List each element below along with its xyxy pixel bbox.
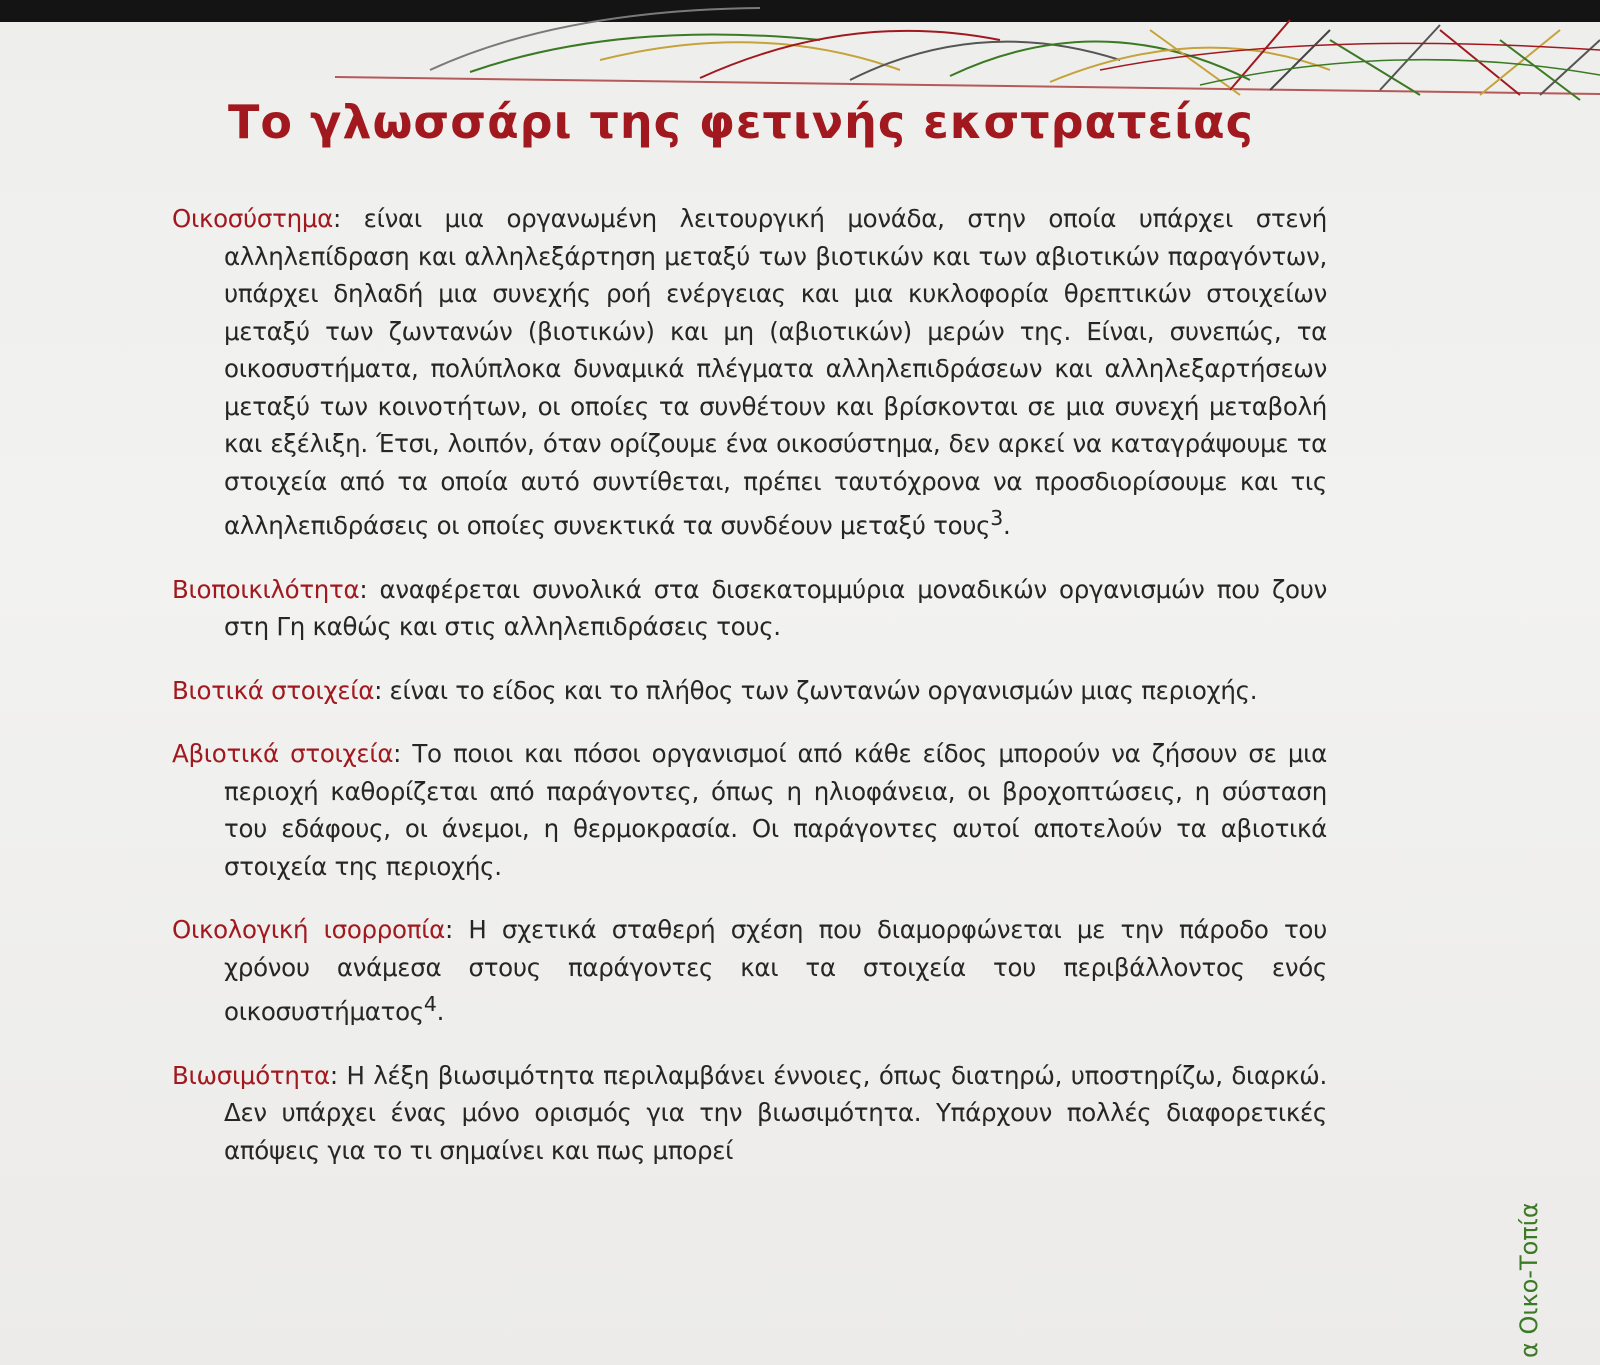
glossary-entry: [172, 200, 1327, 545]
glossary-definition: : Το ποιοι και πόσοι οργανισμοί από κάθε είδος μπορούν να ζήσουν σε μια περιοχή καθορίζεται από παράγοντες, όπως η ηλιοφάνεια, οι βροχοπτώσεις, η σύσταση του εδάφους, οι άνεμοι, η θερμοκρασία. Οι παράγοντες αυτοί αποτελούν τα αβιοτικά στοιχεία της περιοχής.: [224, 739, 1327, 881]
glossary-term: Βιοποικιλότητα: [172, 574, 360, 604]
glossary-list: [172, 200, 1327, 1195]
glossary-entry: [172, 911, 1327, 1031]
glossary-entry: [172, 672, 1327, 710]
glossary-entry: [172, 735, 1327, 885]
glossary-term: Βιοτικά στοιχεία: [172, 675, 375, 705]
footnote-marker: 4: [423, 992, 437, 1017]
definition-end: .: [1002, 511, 1011, 541]
footnote-marker: 3: [990, 506, 1003, 530]
glossary-definition: : αναφέρεται συνολικά στα δισεκατομμύρια μοναδικών οργανισμών που ζουν στη Γη καθώς και στις αλληλεπιδράσεις τους.: [224, 574, 1327, 642]
glossary-entry: [172, 571, 1327, 646]
side-brand-label: α Οικο-Τοπία: [1515, 1202, 1543, 1358]
glossary-term: Βιωσιμότητα: [172, 1060, 330, 1090]
glossary-definition: : είναι το είδος και το πλήθος των ζωντανών οργανισμών μιας περιοχής.: [374, 675, 1258, 705]
page-title: Το γλωσσάρι της φετινής εκστρατείας: [228, 95, 1254, 149]
decorative-line-header: [0, 0, 1600, 110]
glossary-term: Αβιοτικά στοιχεία: [172, 739, 394, 769]
glossary-definition: : είναι μια οργανωμένη λειτουργική μονάδα, στην οποία υπάρχει στενή αλληλεπίδραση και αλληλεξάρτηση μεταξύ των βιοτικών και των αβιοτικών παραγόντων, υπάρχει δηλαδή μια συνεχής ροή ενέργειας και μια κυκλοφορία θρεπτικών στοιχείων μεταξύ των ζωντανών (βιοτικών) και μη (αβιοτικών) μερών της. Είναι, συνεπώς, τα οικοσυστήματα, πολύπλοκα δυναμικά πλέγματα αλληλεπιδράσεων και αλληλεξαρτήσεων μεταξύ των κοινοτήτων, οι οποίες τα συνθέτουν και βρίσκονται σε μια συνεχή μεταβολή και εξέλιξη. Έτσι, λοιπόν, όταν ορίζουμε ένα οικοσύστημα, δεν αρκεί να καταγράψουμε τα στοιχεία από τα οποία αυτό συντίθεται, πρέπει ταυτόχρονα να προσδιορίσουμε και τις αλληλεπιδράσεις οι οποίες συνεκτικά τα συνδέουν μεταξύ τους: [224, 204, 1327, 541]
definition-end: .: [436, 997, 445, 1027]
glossary-term: Οικολογική ισορροπία: [172, 915, 446, 945]
glossary-definition: : Η σχετικά σταθερή σχέση που διαμορφώνεται με την πάροδο του χρόνου ανάμεσα στους παράγοντες και τα στοιχεία του περιβάλλοντος ενός οικοσυστήματος: [224, 915, 1327, 1027]
glossary-term: Οικοσύστημα: [172, 204, 333, 233]
glossary-entry: [172, 1057, 1327, 1170]
glossary-definition: : Η λέξη βιωσιμότητα περιλαμβάνει έννοιες, όπως διατηρώ, υποστηρίζω, διαρκώ. Δεν υπάρχει ένας μόνο ορισμός για την βιωσιμότητα. Υπάρχουν πολλές διαφορετικές απόψεις για το τι σημαίνει και πως μπορεί: [224, 1060, 1327, 1165]
